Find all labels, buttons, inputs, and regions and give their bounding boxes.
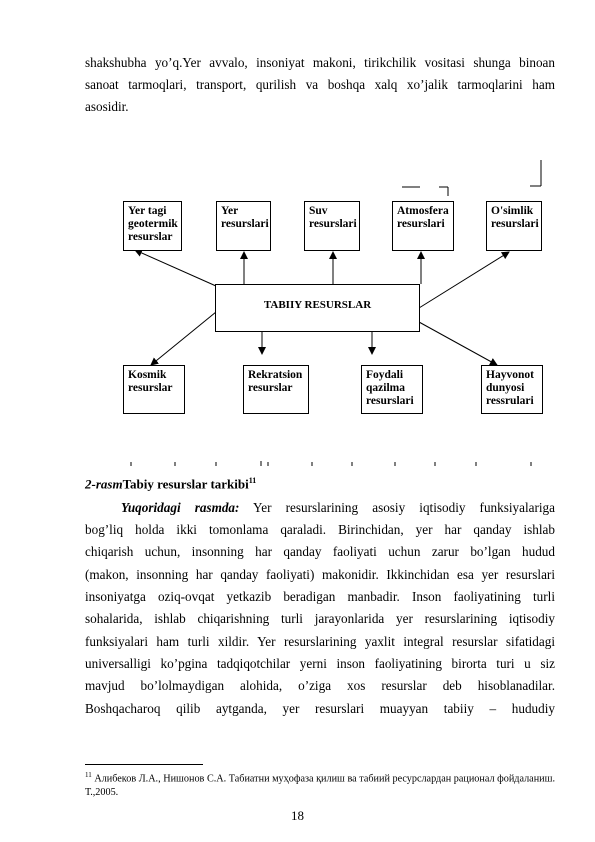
bottom-box-minerals: Foydali qazilma resurslari (361, 365, 423, 414)
body-line-5: insoniyatga oziq-ovqat yetkazib beradigan manbadir. Inson faoliyatining turli (85, 589, 555, 604)
body-line-4: (makon, insonning har qanday faoliyati) makonidir. Ikkinchidan esa yer resurslari (85, 567, 555, 582)
body-line-3: chiqarish uchun, insonning har qanday faoliyati uchun zarur bo’lgan hudud (85, 544, 555, 559)
figure-title: Tabiy resurslar tarkibi (122, 476, 249, 492)
body-line-6: sohalarida, ishlab chiqarishning turli jarayonlarida yer resurslarining iqtisodiy (85, 611, 555, 626)
body-line-7: funksiyalari ham turli xildir. Yer resurslarining yaxlit integral resurslar sifatidagi (85, 634, 555, 649)
figure-footnote-ref: 11 (248, 476, 257, 485)
footnote-text: Алибеков Л.А., Нишонов С.А. Табиатни муҳофаза қилиш ва табиий ресурслардан рационал фойдаланиш. Т.,2005. (85, 773, 555, 799)
body-line-8: universalligi ko’pgina tadqiqotchilar yerni inson faoliyatining birorta turi u siz (85, 656, 555, 671)
footnote-ref: 11 (85, 771, 92, 779)
body-line-1 (85, 497, 555, 519)
page-number: 18 (291, 808, 304, 823)
top-box-atmosphere: Atmosfera resurslari (392, 201, 454, 251)
body-line-1-text: Yer resurslarining asosiy iqtisodiy funksiyalariga (239, 500, 555, 515)
bottom-box-cosmic: Kosmik resurslar (123, 365, 185, 414)
top-box-geothermal: Yer tagi geotermik resurslar (123, 201, 182, 251)
top-box-land: Yer resurslari (216, 201, 271, 251)
intro-line-2: sanoat tarmoqlari, transport, qurilish va boshqa xalq xo’jalik tarmoqlarini ham (85, 77, 555, 92)
top-box-plant: O'simlik resurslari (486, 201, 542, 251)
body-lead: Yuqoridagi rasmda: (121, 500, 240, 515)
footnote-separator (85, 764, 203, 765)
body-line-2: bog’liq holda ikki tomonlama qaraladi. Birinchidan, yer har qanday ishlab (85, 522, 555, 537)
intro-line-1: shakshubha yo’q.Yer avvalo, insoniyat makoni, tirikchilik vositasi shunga binoan (85, 55, 555, 70)
intro-line-3: asosidir. (85, 99, 129, 114)
bottom-box-fauna: Hayvonot dunyosi ressrulari (481, 365, 543, 414)
bottom-box-recreational: Rekratsion resurslar (243, 365, 309, 414)
body-line-10: Boshqacharoq qilib aytganda, yer resurslari muayyan tabiiy – hududiy (85, 701, 555, 716)
center-box-natural-resources: TABIIY RESURSLAR (215, 284, 420, 332)
figure-number: 2-rasm (85, 476, 123, 492)
figure-caption (85, 476, 256, 492)
footnote (85, 768, 555, 800)
body-line-9: mavjud bo’lolmaydigan alohida, o’ziga xos resurslar deb hisoblanadilar. (85, 678, 555, 693)
top-box-water: Suv resurslari (304, 201, 360, 251)
